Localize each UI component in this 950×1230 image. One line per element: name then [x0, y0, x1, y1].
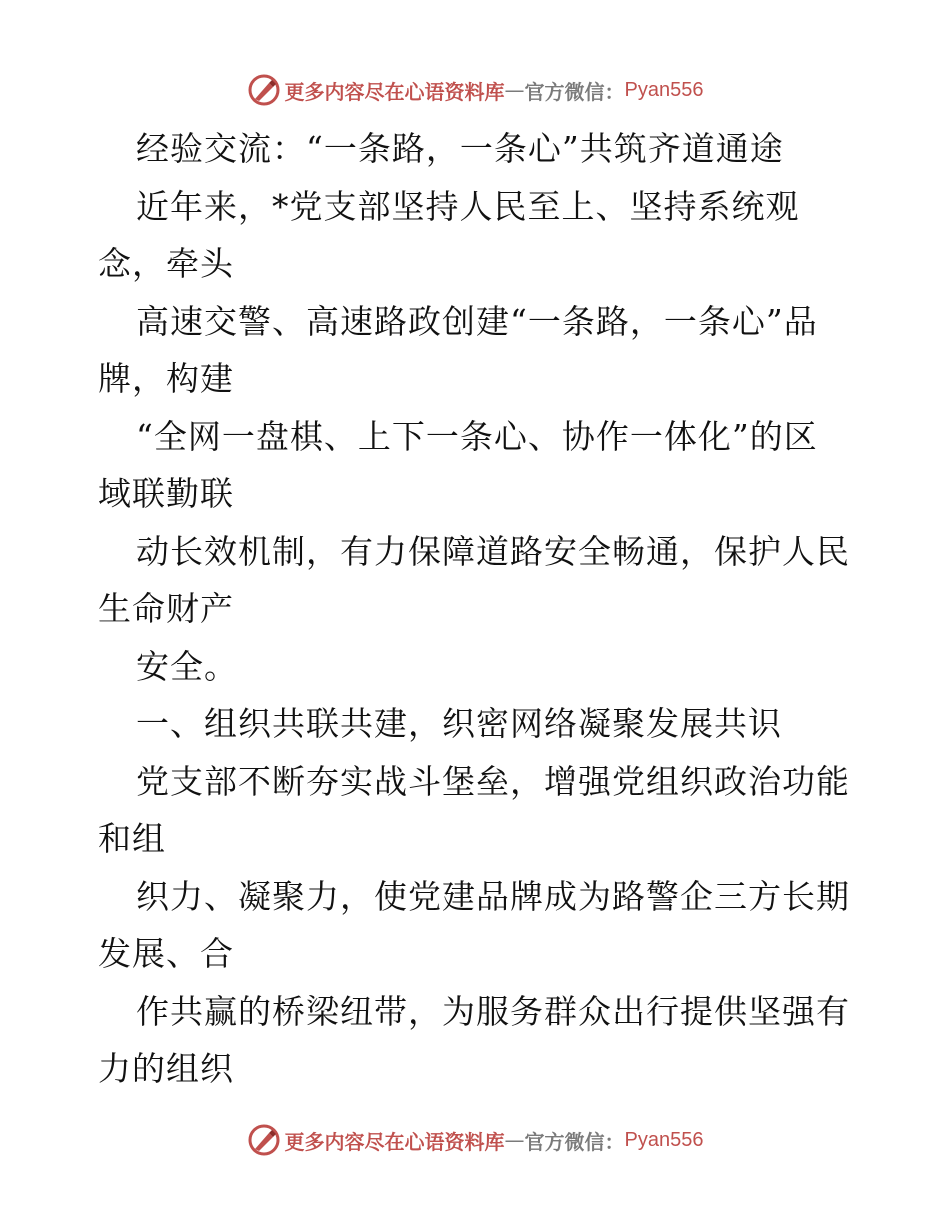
- doc-title: 经验交流：“一条路，一条心”共筑齐道通途: [136, 129, 784, 168]
- paragraph-line: 党支部不断夯实战斗堡垒，增强党组织政治功能: [136, 761, 850, 801]
- banner-wechat-id: Pyan556: [624, 1128, 704, 1151]
- banner-separator: —: [504, 1128, 525, 1152]
- paragraph-line: 域联勤联: [98, 474, 234, 513]
- banner-separator: —: [504, 78, 525, 102]
- paragraph-line: 和组: [98, 819, 166, 858]
- paragraph-line: 安全。: [136, 646, 238, 686]
- banner-text: 更多内容尽在心语资料库: [284, 79, 505, 104]
- paragraph-line: 动长效机制，有力保障道路安全畅通，保护人民: [136, 531, 850, 571]
- pen-logo-icon: [247, 73, 281, 107]
- paragraph-line: 作共赢的桥梁纽带，为服务群众出行提供坚强有: [136, 991, 850, 1031]
- paragraph-line: 力的组织: [98, 1049, 234, 1088]
- banner-wechat-label: 官方微信：: [524, 1129, 625, 1154]
- section-heading: 一、组织共联共建，织密网络凝聚发展共识: [136, 704, 782, 743]
- paragraph-line: 高速交警、高速路政创建“一条路，一条心”品: [136, 301, 818, 341]
- banner-wechat-id: Pyan556: [624, 78, 704, 101]
- paragraph-line: 织力、凝聚力，使党建品牌成为路警企三方长期: [136, 876, 850, 916]
- footer-banner: [0, 1120, 950, 1160]
- document-body: [98, 120, 858, 1098]
- paragraph-line: “全网一盘棋、上下一条心、协作一体化”的区: [136, 416, 818, 456]
- paragraph-line: 生命财产: [98, 589, 234, 628]
- paragraph-line: 念，牵头: [98, 244, 234, 283]
- banner-wechat-label: 官方微信：: [524, 79, 625, 104]
- paragraph-line: 发展、合: [98, 934, 234, 973]
- paragraph-line: 牌，构建: [98, 359, 234, 398]
- banner-text: 更多内容尽在心语资料库: [284, 1129, 505, 1154]
- pen-logo-icon: [247, 1123, 281, 1157]
- paragraph-line: 近年来，*党支部坚持人民至上、坚持系统观: [136, 186, 800, 226]
- header-banner: [0, 70, 950, 110]
